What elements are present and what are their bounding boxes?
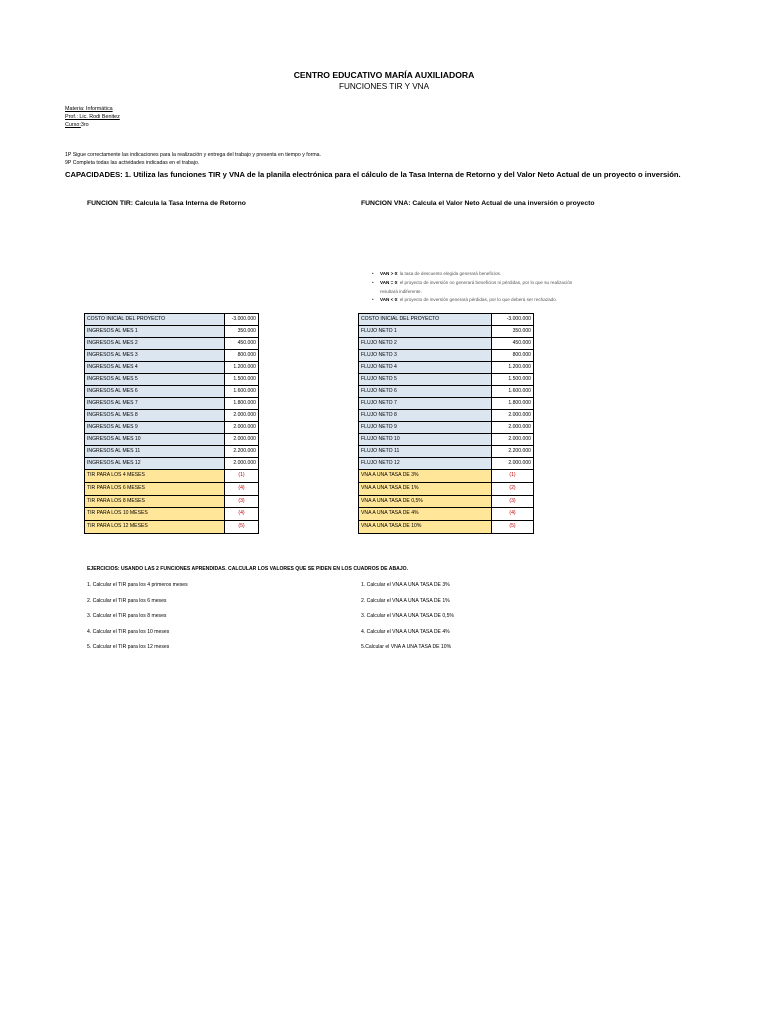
van-note-zero-cont: resultará indiferente.	[380, 288, 422, 294]
vna-table-row-value: 450.000	[492, 338, 534, 350]
ejercicio-tir-item: 5. Calcular el TIR para los 12 meses	[87, 644, 170, 650]
tir-table-row	[85, 398, 259, 410]
vna-table-row-label: FLUJO NETO 8	[359, 410, 492, 422]
tir-table-row-value: 2.000.000	[225, 410, 259, 422]
vna-table-row	[359, 410, 534, 422]
vna-table-result-label: VNA A UNA TASA DE 3%	[359, 470, 492, 483]
ejercicio-vna-item: 5.Calcular el VNA A UNA TASA DE 10%	[361, 644, 452, 650]
vna-table-result-cell[interactable]: (5)	[492, 521, 534, 534]
tir-table-row	[85, 458, 259, 470]
vna-table-result-cell[interactable]: (4)	[492, 508, 534, 521]
vna-table-row	[359, 338, 534, 350]
tir-table-row	[85, 314, 259, 326]
meta-curso-value: 3ro	[80, 122, 89, 128]
tir-table-row-value: 1.500.000	[225, 374, 259, 386]
ejercicios-title: EJERCICIOS: USANDO LAS 2 FUNCIONES APRENDIDAS. CALCULAR LOS VALORES QUE SE PIDEN EN LOS CUADROS DE ABAJO.	[87, 566, 409, 572]
meta-curso	[65, 122, 89, 128]
vna-table-row	[359, 314, 534, 326]
tir-table-result-row	[85, 495, 259, 508]
tir-table-row-label: INGRESOS AL MES 3	[85, 350, 225, 362]
vna-table-row	[359, 446, 534, 458]
tir-table-row	[85, 446, 259, 458]
vna-table-result-row	[359, 521, 534, 534]
tir-table-row	[85, 350, 259, 362]
vna-table-row-value: 1.500.000	[492, 374, 534, 386]
tir-table-row-value: 1.600.000	[225, 386, 259, 398]
vna-table-result-label: VNA A UNA TASA DE 1%	[359, 482, 492, 495]
instruction-line-2: 9P Completa todas las actividades indicadas en el trabajo.	[65, 160, 200, 166]
van-note-positive: • VAN > 0: la tasa de descuento elegida generará beneficios.	[372, 270, 572, 279]
vna-table-result-cell[interactable]: (3)	[492, 495, 534, 508]
capacidades-text: CAPACIDADES: 1. Utiliza las funciones TIR y VNA de la planila electrónica para el cálculo de la Tasa Interna de Retorno y del Valor Neto Actual de un proyecto o inversión.	[65, 170, 681, 179]
tir-table-row-value: -3.000.000	[225, 314, 259, 326]
vna-table-row-label: FLUJO NETO 4	[359, 362, 492, 374]
tir-table-row-value: 350.000	[225, 326, 259, 338]
tir-table-row-label: INGRESOS AL MES 6	[85, 386, 225, 398]
ejercicio-tir-item: 2. Calcular el TIR para los 6 meses	[87, 597, 167, 604]
tir-table-result-label: TIR PARA LOS 8 MESES	[85, 495, 225, 508]
van-note-zero: • VAN = 0: el proyecto de inversión no generará beneficios ni pérdidas, por lo que su realización	[372, 279, 572, 288]
vna-table-row-value: -3.000.000	[492, 314, 534, 326]
vna-section-title: FUNCION VNA: Calcula el Valor Neto Actual de una inversión o proyecto	[361, 200, 595, 207]
vna-table-result-label: VNA A UNA TASA DE 4%	[359, 508, 492, 521]
tir-table-result-row	[85, 521, 259, 534]
vna-table-row-label: FLUJO NETO 5	[359, 374, 492, 386]
vna-table-row-label: COSTO INICIAL DEL PROYECTO	[359, 314, 492, 326]
meta-materia: Materia: Informática	[65, 106, 113, 112]
document-title: CENTRO EDUCATIVO MARÍA AUXILIADORA	[293, 70, 475, 80]
tir-table-row	[85, 362, 259, 374]
vna-table-row	[359, 386, 534, 398]
vna-table-row	[359, 458, 534, 470]
tir-table-row-label: INGRESOS AL MES 4	[85, 362, 225, 374]
vna-table-result-label: VNA A UNA TASA DE 0,5%	[359, 495, 492, 508]
meta-prof: Prof.: Lic. Rodi Benitez	[65, 114, 120, 120]
tir-table-result-cell[interactable]: (4)	[225, 482, 259, 495]
vna-table-row	[359, 326, 534, 338]
tir-table-row	[85, 434, 259, 446]
vna-table-row-label: FLUJO NETO 12	[359, 458, 492, 470]
vna-table-row	[359, 350, 534, 362]
tir-table-result-cell[interactable]: (5)	[225, 521, 259, 534]
tir-table-result-label: TIR PARA LOS 4 MESES	[85, 470, 225, 483]
vna-table-result-cell[interactable]: (2)	[492, 482, 534, 495]
tir-table-result-row	[85, 508, 259, 521]
tir-table-row-label: INGRESOS AL MES 12	[85, 458, 225, 470]
tir-table-row-value: 800.000	[225, 350, 259, 362]
vna-table-row-label: FLUJO NETO 7	[359, 398, 492, 410]
tir-table-row-label: INGRESOS AL MES 1	[85, 326, 225, 338]
ejercicio-tir-item: 4. Calcular el TIR para los 10 meses	[87, 628, 170, 635]
tir-table-row-label: INGRESOS AL MES 2	[85, 338, 225, 350]
vna-table-row-value: 2.200.000	[492, 446, 534, 458]
tir-table-result-row	[85, 482, 259, 495]
tir-table-result-cell[interactable]: (3)	[225, 495, 259, 508]
tir-table	[84, 313, 259, 534]
vna-table-result-row	[359, 508, 534, 521]
vna-table-result-row	[359, 495, 534, 508]
vna-table-row-value: 2.000.000	[492, 422, 534, 434]
vna-table-row-value: 2.000.000	[492, 410, 534, 422]
ejercicio-vna-item: 3. Calcular el VNA A UNA TASA DE 0,5%	[361, 613, 454, 619]
tir-table-row-value: 1.800.000	[225, 398, 259, 410]
tir-table-row	[85, 386, 259, 398]
tir-table-row-value: 2.000.000	[225, 458, 259, 470]
vna-table-row	[359, 362, 534, 374]
tir-table-result-cell[interactable]: (4)	[225, 508, 259, 521]
meta-curso-label: Curso:	[65, 122, 81, 128]
vna-table-row-label: FLUJO NETO 9	[359, 422, 492, 434]
vna-table-row-value: 350.000	[492, 326, 534, 338]
ejercicio-tir-item: 1. Calcular el TIR para los 4 primeros meses	[87, 582, 188, 588]
vna-table-row-value: 1.200.000	[492, 362, 534, 374]
tir-table-row-value: 2.200.000	[225, 446, 259, 458]
tir-table-row-label: INGRESOS AL MES 8	[85, 410, 225, 422]
tir-table-row-value: 2.000.000	[225, 434, 259, 446]
vna-table-row-label: FLUJO NETO 2	[359, 338, 492, 350]
vna-table	[358, 313, 534, 534]
tir-table-result-label: TIR PARA LOS 12 MESES	[85, 521, 225, 534]
ejercicio-tir-item: 3. Calcular el TIR para los 8 meses	[87, 613, 167, 619]
tir-table-result-label: TIR PARA LOS 10 MESES	[85, 508, 225, 521]
tir-table-result-cell[interactable]: (1)	[225, 470, 259, 483]
tir-table-row-label: INGRESOS AL MES 5	[85, 374, 225, 386]
tir-table-row-value: 2.000.000	[225, 422, 259, 434]
vna-table-row-label: FLUJO NETO 6	[359, 386, 492, 398]
vna-table-row-label: FLUJO NETO 10	[359, 434, 492, 446]
tir-table-row-label: INGRESOS AL MES 11	[85, 446, 225, 458]
vna-table-result-label: VNA A UNA TASA DE 10%	[359, 521, 492, 534]
vna-table-row-value: 2.000.000	[492, 458, 534, 470]
tir-table-row	[85, 326, 259, 338]
tir-table-row-label: INGRESOS AL MES 7	[85, 398, 225, 410]
document-subtitle: FUNCIONES TIR Y VNA	[338, 82, 430, 91]
vna-table-row-value: 1.600.000	[492, 386, 534, 398]
tir-table-row-value: 450.000	[225, 338, 259, 350]
tir-table-row	[85, 410, 259, 422]
ejercicio-vna-item: 4. Calcular el VNA A UNA TASA DE 4%	[361, 628, 450, 635]
tir-table-row	[85, 422, 259, 434]
vna-table-row	[359, 398, 534, 410]
instruction-line-1: 1P Sigue correctamente las indicaciones para la realización y entrega del trabajo y presenta en tiempo y forma.	[65, 152, 321, 158]
vna-table-row-value: 800.000	[492, 350, 534, 362]
vna-table-row	[359, 422, 534, 434]
vna-table-result-row	[359, 470, 534, 483]
vna-table-row-label: FLUJO NETO 11	[359, 446, 492, 458]
tir-table-row-value: 1.200.000	[225, 362, 259, 374]
tir-table-result-label: TIR PARA LOS 6 MESES	[85, 482, 225, 495]
tir-table-row	[85, 374, 259, 386]
van-notes	[372, 270, 572, 305]
vna-table-result-row	[359, 482, 534, 495]
tir-table-row-label: INGRESOS AL MES 10	[85, 434, 225, 446]
tir-table-row	[85, 338, 259, 350]
tir-section-title: FUNCION TIR: Calcula la Tasa Interna de Retorno	[87, 200, 246, 207]
vna-table-row	[359, 434, 534, 446]
tir-table-row-label: COSTO INICIAL DEL PROYECTO	[85, 314, 225, 326]
ejercicio-vna-item: 1. Calcular el VNA A UNA TASA DE 3%	[361, 582, 450, 588]
tir-table-row-label: INGRESOS AL MES 9	[85, 422, 225, 434]
tir-table-result-row	[85, 470, 259, 483]
vna-table-row-label: FLUJO NETO 1	[359, 326, 492, 338]
ejercicio-vna-item: 2. Calcular el VNA A UNA TASA DE 1%	[361, 597, 450, 604]
vna-table-result-cell[interactable]: (1)	[492, 470, 534, 483]
vna-table-row-value: 1.800.000	[492, 398, 534, 410]
vna-table-row-label: FLUJO NETO 3	[359, 350, 492, 362]
van-note-negative: • VAN < 0: el proyecto de inversión generará pérdidas, por lo que deberá ser rechazado.	[372, 296, 572, 305]
vna-table-row-value: 2.000.000	[492, 434, 534, 446]
vna-table-row	[359, 374, 534, 386]
